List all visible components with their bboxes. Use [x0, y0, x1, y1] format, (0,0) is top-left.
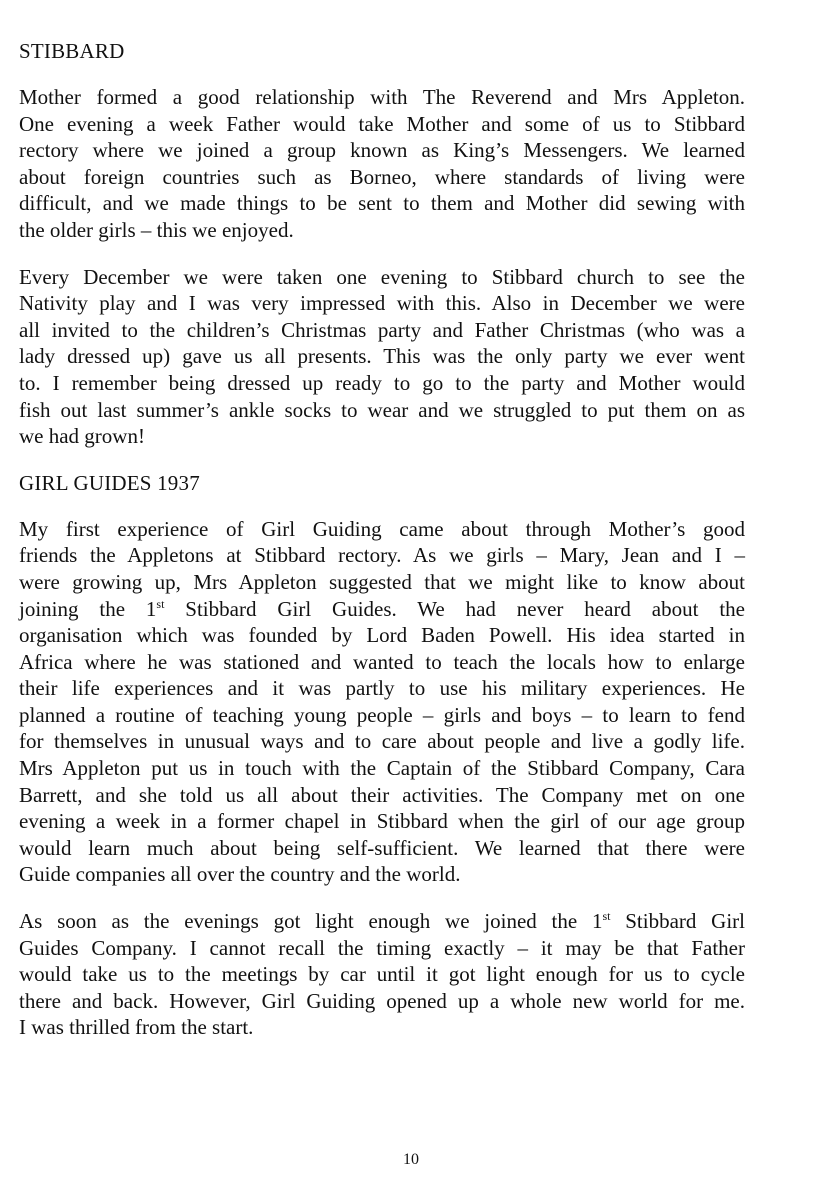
section-heading-girl-guides: GIRL GUIDES 1937 [19, 470, 200, 495]
text-line [19, 908, 745, 935]
text-line: lady dressed up) gave us all presents. This was the only party we ever went [19, 344, 745, 369]
text-line: about foreign countries such as Borneo, where standards of living were [19, 164, 745, 189]
text-run: Stibbard Girl [610, 909, 745, 934]
paragraph-first-experience [19, 516, 745, 888]
section-heading-stibbard: STIBBARD [19, 39, 125, 63]
text-line: Guides Company. I cannot recall the timing exactly – it may be that Father [19, 935, 745, 960]
text-line: organisation which was founded by Lord Baden Powell. His idea started in [19, 623, 745, 648]
text-line: One evening a week Father would take Mother and some of us to Stibbard [19, 111, 745, 136]
text-line: My first experience of Girl Guiding came about through Mother’s good [19, 516, 745, 541]
text-line: the older girls – this we enjoyed. [19, 217, 294, 242]
text-run: As soon as the evenings got light enough we joined the 1 [19, 909, 603, 934]
text-line: Nativity play and I was very impressed with this. Also in December we were [19, 291, 745, 316]
text-line: friends the Appletons at Stibbard rectory. As we girls – Mary, Jean and I – [19, 543, 745, 568]
text-line: Guide companies all over the country and the world. [19, 862, 461, 887]
text-line: Every December we were taken one evening to Stibbard church to see the [19, 264, 745, 289]
text-line: would learn much about being self-sufficient. We learned that there were [19, 835, 745, 860]
text-line: I was thrilled from the start. [19, 1015, 254, 1040]
text-line: we had grown! [19, 424, 145, 449]
text-line: their life experiences and it was partly to use his military experiences. He [19, 676, 745, 701]
text-line: Africa where he was stationed and wanted to teach the locals how to enlarge [19, 649, 745, 674]
text-line: difficult, and we made things to be sent to them and Mother did sewing with [19, 191, 745, 216]
text-line: for themselves in unusual ways and to care about people and live a godly life. [19, 729, 745, 754]
text-line: there and back. However, Girl Guiding opened up a whole new world for me. [19, 988, 745, 1013]
page-number: 10 [403, 1151, 419, 1168]
text-run: Stibbard Girl Guides. We had never heard about the [164, 596, 745, 621]
text-line: Barrett, and she told us all about their activities. The Company met on one [19, 782, 745, 807]
text-line: planned a routine of teaching young people – girls and boys – to learn to fend [19, 702, 745, 727]
text-line: to. I remember being dressed up ready to go to the party and Mother would [19, 370, 745, 395]
ordinal-suffix: st [602, 909, 611, 924]
document-page [19, 38, 745, 1061]
ordinal-suffix: st [156, 596, 165, 611]
text-line: Mother formed a good relationship with The Reverend and Mrs Appleton. [19, 85, 745, 109]
text-line: were growing up, Mrs Appleton suggested that we might like to know about [19, 569, 745, 594]
paragraph-christmas-party [19, 264, 745, 450]
text-line: all invited to the children’s Christmas party and Father Christmas (who was a [19, 317, 745, 342]
paragraph-joined-company [19, 908, 745, 1041]
text-line: Mrs Appleton put us in touch with the Captain of the Stibbard Company, Cara [19, 756, 745, 781]
text-line: fish out last summer’s ankle socks to wear and we struggled to put them on as [19, 397, 745, 422]
text-line: rectory where we joined a group known as King’s Messengers. We learned [19, 138, 745, 163]
text-line [19, 596, 745, 623]
text-run: joining the 1 [19, 596, 157, 621]
text-line: would take us to the meetings by car until it got light enough for us to cycle [19, 962, 745, 987]
paragraph-kings-messengers [19, 84, 745, 244]
text-line: evening a week in a former chapel in Stibbard when the girl of our age group [19, 809, 745, 834]
